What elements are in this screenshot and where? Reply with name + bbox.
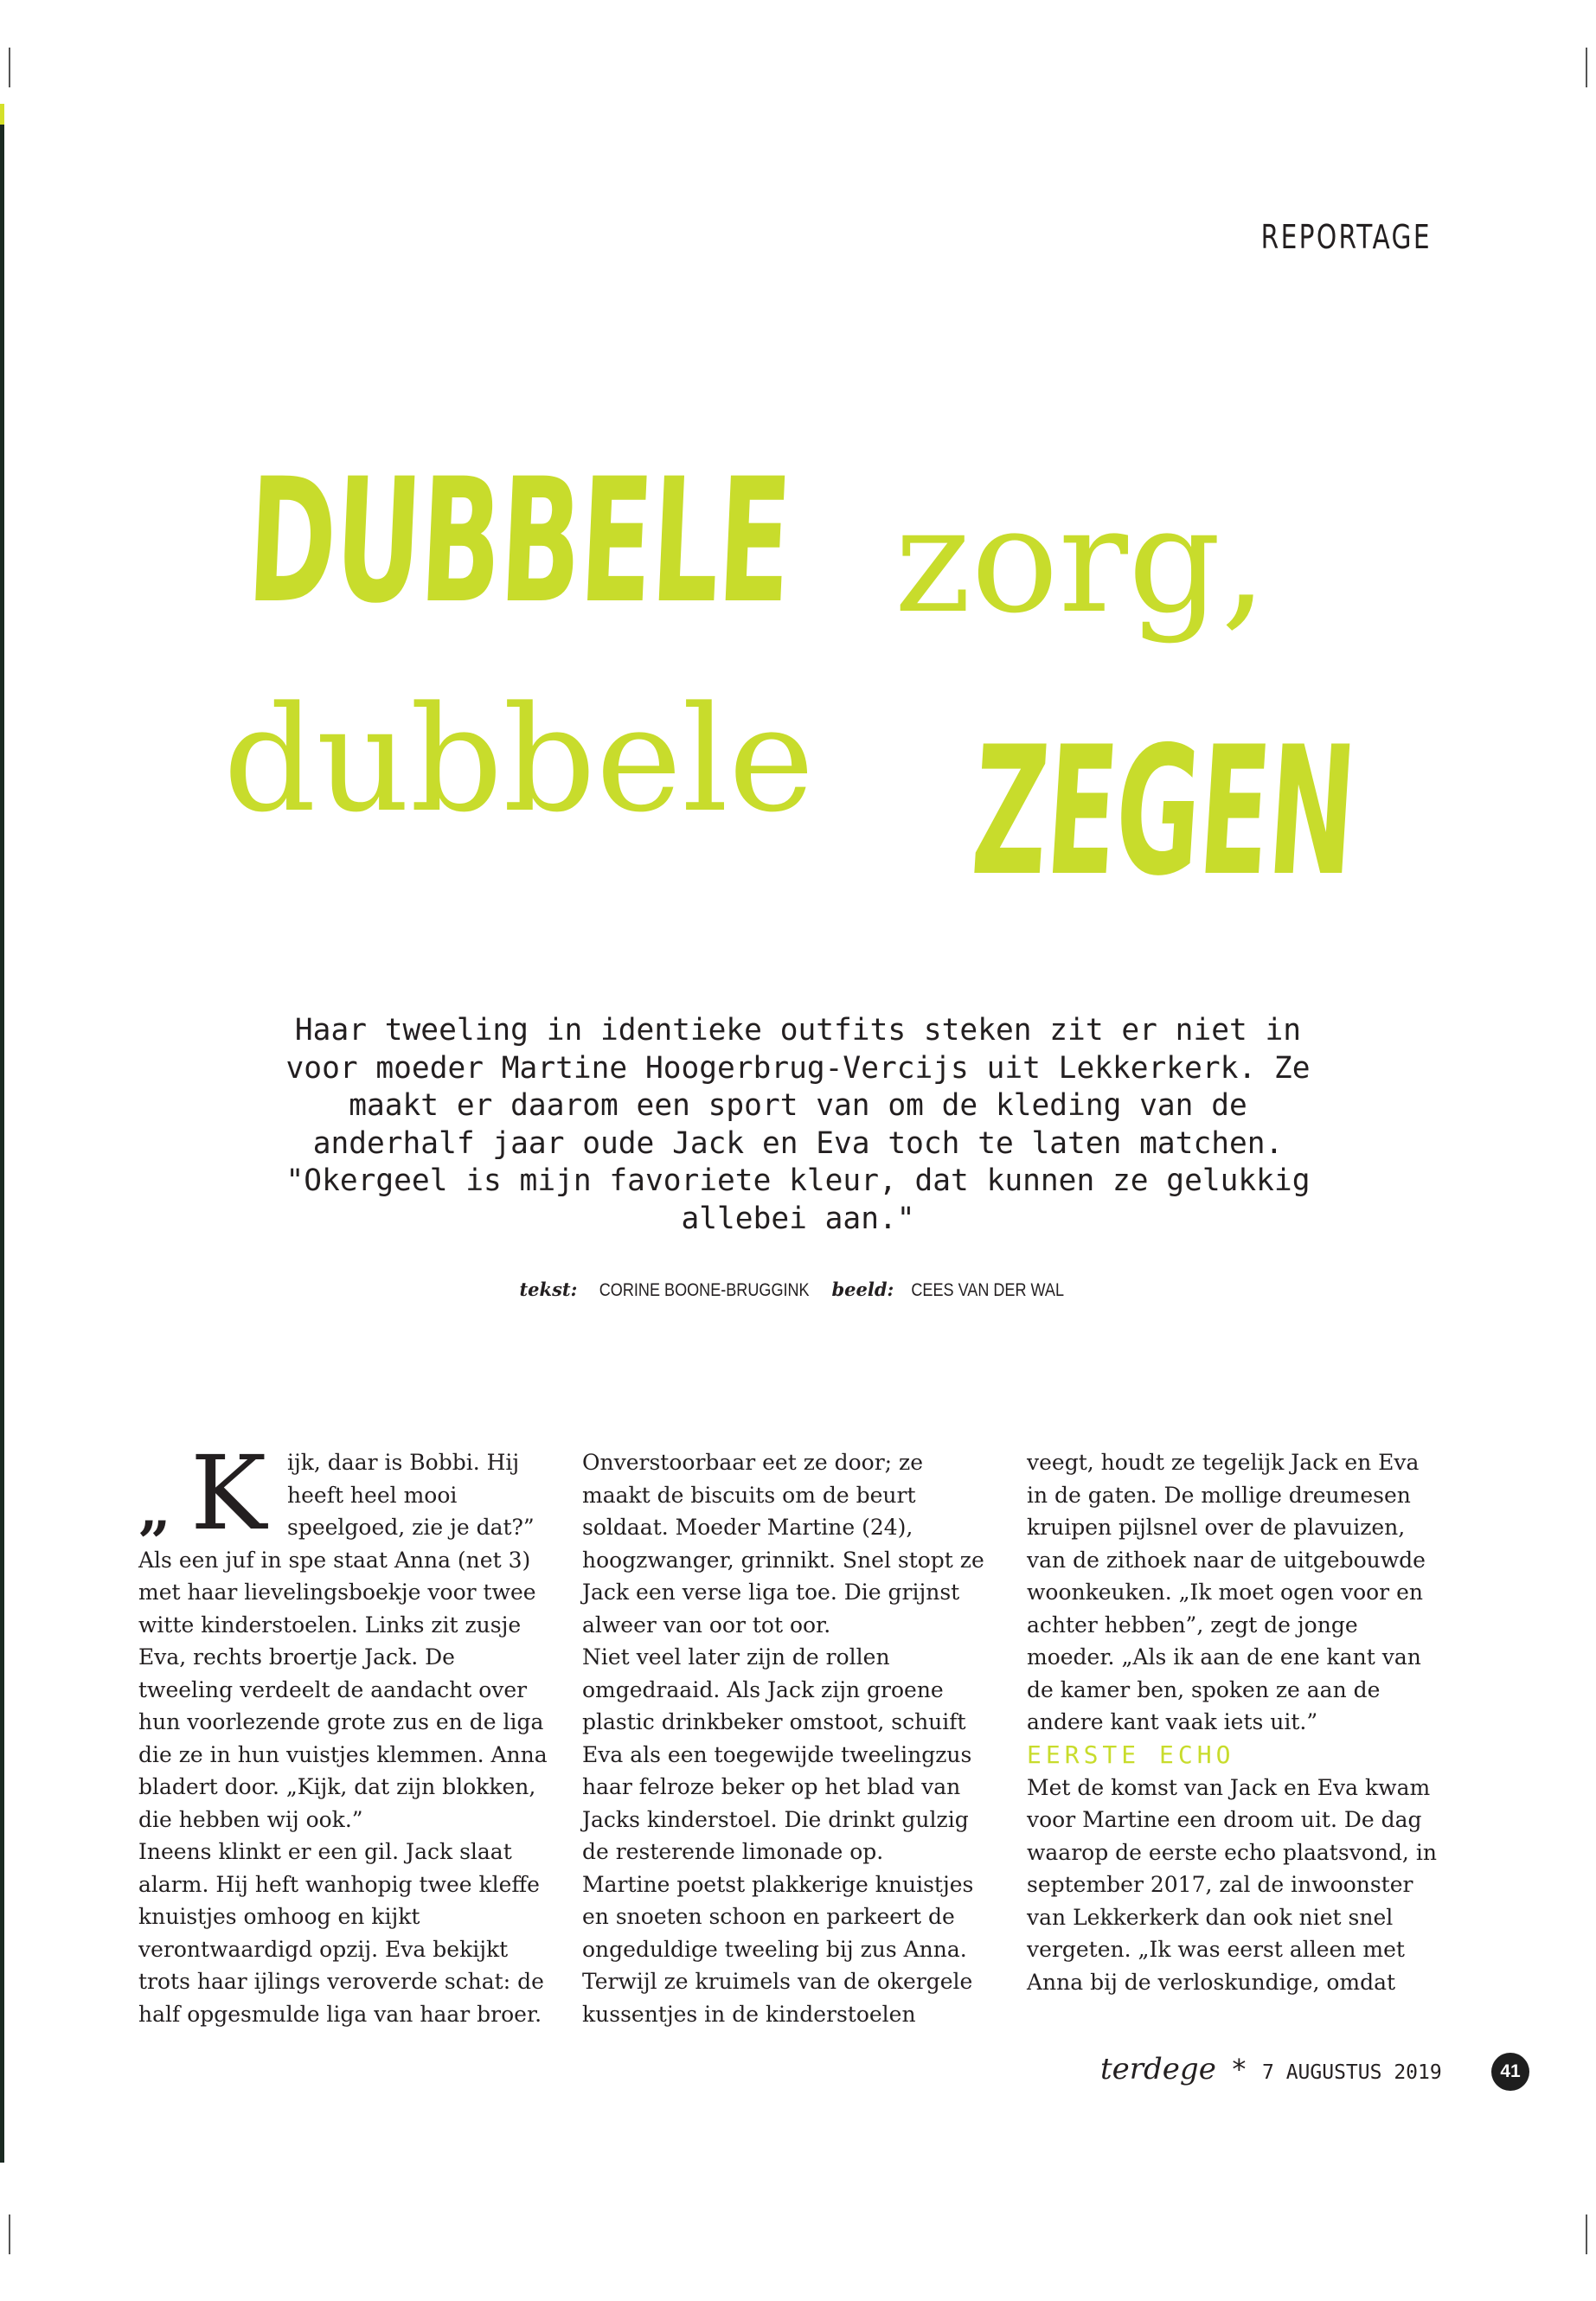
byline (0, 1279, 1596, 1301)
article-column-2 (582, 1446, 997, 2030)
opening-quote-mark: „ (138, 1476, 171, 1543)
headline-word-dubbele-2: dubbele (223, 675, 815, 844)
byline-author: CORINE BOONE-BRUGGINK (599, 1280, 810, 1300)
page-edge-strip (0, 104, 4, 2163)
paragraph: ijk, daar is Bobbi. Hij heeft heel mooi speelgoed, zie je dat?” Als een juf in spe staat Anna (net 3) met haar lievelingsboekje voor twee witte kinderstoelen. Links zit zusje Eva, rechts broertje Jack. De tweeling verdeelt de aandacht over hun voorlezende grote zus en de liga die ze in hun vuistjes klemmen. Anna bladert door. „Kijk, dat zijn blokken, die hebben wij ook.” (138, 1450, 548, 1832)
asterisk-separator: * (1232, 2053, 1247, 2086)
paragraph: Niet veel later zijn de rollen omgedraaid. Als Jack zijn groene plastic drinkbeker omstoot, schuift Eva als een toegewijde tweelingzus haar felroze beker op het blad van Jacks kinderstoel. Die drinkt gulzig de resterende limonade op. (582, 1644, 972, 1864)
headline-line-1 (244, 441, 1267, 645)
crop-mark-top-right (1586, 48, 1587, 87)
paragraph: Met de komst van Jack en Eva kwam voor Martine een droom uit. De dag waarop de eerste echo plaatsvond, in september 2017, zal de inwoonster van Lekkerkerk dan ook niet snel vergeten. „Ik was eerst alleen met Anna bij de verloskundige, omdat (1027, 1774, 1437, 1995)
drop-cap-block (138, 1433, 287, 1553)
intro-lead: Haar tweeling in identieke outfits steken zit er niet in voor moeder Martine Hoogerbrug-Vercijs uit Lekkerkerk. Ze maakt er daarom een sport van om de kleding van de anderhalf jaar oude Jack en Eva toch te laten matchen. "Okergeel is mijn favoriete kleur, dat kunnen ze gelukkig allebei aan." (285, 1013, 1311, 1236)
headline-line-2 (223, 675, 1361, 915)
section-label: REPORTAGE (1260, 218, 1432, 256)
magazine-name: terdege (1100, 2052, 1216, 2086)
byline-image-label: beeld: (831, 1279, 894, 1300)
page-edge-accent (0, 104, 4, 125)
article-column-1 (138, 1433, 554, 2030)
paragraph: Ineens klinkt er een gil. Jack slaat alarm. Hij heft wanhopig twee kleffe knuistjes omhoog en kijkt verontwaardigd opzij. Eva bekijkt trots haar ijlings veroverde schat: de half opgesmulde liga van haar broer. (138, 1839, 544, 2027)
subheading: EERSTE ECHO (1027, 1740, 1235, 1769)
crop-mark-bottom-right (1586, 2214, 1587, 2254)
crop-mark-bottom-left (9, 2214, 10, 2254)
headline-word-zegen: ZEGEN (967, 709, 1361, 915)
byline-photographer: CEES VAN DER WAL (911, 1280, 1065, 1300)
headline-word-dubbele: DUBBELE (244, 441, 795, 641)
issue-date: 7 AUGUSTUS 2019 (1262, 2061, 1442, 2084)
crop-mark-top-left (9, 48, 10, 87)
headline-word-zorg: zorg, (894, 476, 1267, 645)
page-number: 41 (1491, 2053, 1529, 2091)
paragraph: veegt, houdt ze tegelijk Jack en Eva in de gaten. De mollige dreumesen kruipen pijlsnel over de plavuizen, van de zithoek naar de uitgebouwde woonkeuken. „Ik moet ogen voor en achter hebben”, zegt de jonge moeder. „Als ik aan de ene kant van de kamer ben, spoken ze aan de andere kant vaak iets uit.” (1027, 1450, 1426, 1734)
article-column-3 (1027, 1446, 1442, 1998)
page-footer (1100, 2052, 1442, 2086)
byline-text-label: tekst: (519, 1279, 578, 1300)
paragraph: Onverstoorbaar eet ze door; ze maakt de biscuits om de beurt soldaat. Moeder Martine (24), hoogzwanger, grinnikt. Snel stopt ze Jack een verse liga toe. Die grijnst alweer van oor tot oor. (582, 1450, 984, 1638)
drop-cap: K (190, 1433, 267, 1553)
paragraph: Martine poetst plakkerige knuistjes en snoeten schoon en parkeert de ongeduldige tweeling bij zus Anna. Terwijl ze kruimels van de okergele kussentjes in de kinderstoelen (582, 1871, 974, 2027)
